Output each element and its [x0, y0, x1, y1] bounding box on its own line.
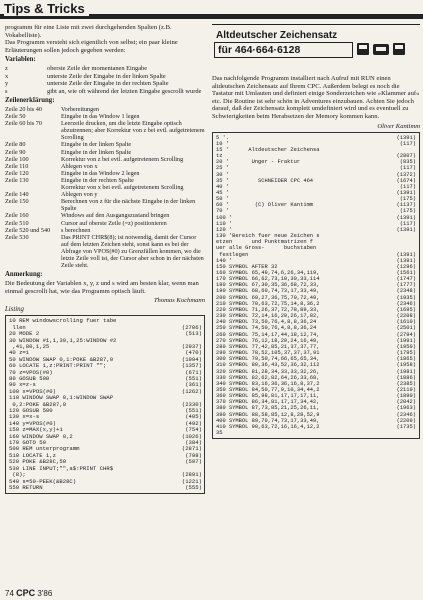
checksum: (1994): [181, 355, 202, 363]
line-row: [5, 234, 205, 269]
code-text: 40 z=1: [9, 349, 30, 357]
line-row: [5, 106, 205, 113]
code-text: 520 POKE &B28C,50: [9, 458, 67, 466]
checksum: (1372): [396, 171, 416, 178]
checksum: (1865): [396, 356, 416, 363]
checksum: (513): [185, 330, 202, 338]
code-text: 310 SYMBOL 80,36,43,52,36,32,112: [216, 362, 320, 369]
code-text: 100 x=VPOS(#0): [9, 387, 56, 395]
code-text: 300 SYMBOL 79,50,74,66,65,65,34,: [216, 356, 320, 363]
checksum: (1610): [396, 319, 416, 326]
line-row-key: Zeile 130: [5, 176, 29, 184]
code-text: 140 y=VPOS(#0): [9, 419, 56, 427]
article-author: Oliver Kantimm: [377, 122, 420, 130]
code-text: 240 SYMBOL 73,50,76,4,8,8,36,24: [216, 319, 317, 326]
variable-row-value: unterste Zeile der Eingabe in der rechten Spalte: [47, 80, 169, 88]
code-text: 150 z=MAX(x,y)+1: [9, 426, 63, 434]
line-row-key: Zeile 80: [5, 141, 26, 149]
variable-row-value: gibt an, wie oft während der letzten Eingabe gescrollt wurde: [47, 87, 202, 95]
checksum: (361): [185, 381, 202, 389]
code-text: 35 ' SCHNEIDER CPC 464: [216, 177, 314, 184]
checksum: (1747): [396, 276, 416, 283]
section-title: Tips & Tricks: [4, 1, 89, 16]
line-row-key: Zeile 20 bis 40: [5, 106, 42, 113]
checksum: (470): [185, 349, 202, 357]
code-line: [216, 147, 416, 159]
checksum: (1391): [396, 226, 416, 233]
listing-box: [5, 315, 205, 494]
code-text: 80 GOSUB 500: [9, 375, 50, 382]
line-row-key: Zeile 510: [5, 219, 29, 227]
checksum: (1795): [396, 350, 416, 357]
checksum: (2330): [181, 400, 202, 408]
line-row-value: Eingabe in der linken Spalte: [61, 141, 132, 149]
line-row: [5, 141, 205, 148]
checksum: (1357): [181, 362, 202, 370]
variable-row-value: oberste Zeile der momentanen Eingabe: [47, 65, 148, 73]
checksum: (1221): [181, 477, 202, 485]
code-text: 110 WINDOW SWAP 0,1:WINDOW SWAP 0,2:POKE &B287,0: [9, 394, 114, 408]
line-row: [5, 198, 205, 212]
code-text: 5 '.: [216, 134, 229, 141]
code-text: 10 ': [216, 140, 229, 147]
code-text: 280 SYMBOL 77,42,85,21,37,37,77,: [216, 343, 320, 350]
code-text: 500 REM unterprogramm: [9, 445, 80, 453]
magazine-logo: CPC: [16, 588, 36, 598]
code-text: 100 ': [216, 214, 233, 221]
line-row-value: s berechnen: [61, 226, 91, 234]
code-text: 190 SYMBOL 68,60,74,73,17,33,49,: [216, 288, 320, 295]
checksum: (2794): [396, 331, 416, 338]
checksum: (798): [185, 451, 202, 459]
code-text: 70 z=VPOS(#0): [9, 368, 53, 376]
code-text: 10 REM windowscrolling fuer tabe llen: [9, 317, 117, 331]
code-text: 210 SYMBOL 70,63,72,75,14,8,36,2: [216, 300, 320, 307]
code-text: 160 SYMBOL 65,49,74,6,26,34,119,: [216, 270, 320, 276]
checksum: (1137): [396, 202, 416, 209]
code-text: 130 'Bereich fuer neue Zeichen s etzen und Punktmatrizen f uer alle Gross- buchstaben festlegen: [216, 233, 320, 258]
variable-row-value: unterste Zeile der Eingabe in der linken Spalte: [47, 72, 166, 80]
code-text: 400 SYMBOL 89,70,74,73,17,33,49,: [216, 417, 320, 424]
checksum: (2385): [396, 380, 416, 387]
checksum: (1262): [181, 387, 202, 395]
checksum: (175): [399, 208, 416, 215]
checksum: (2042): [396, 399, 416, 406]
line-explanations: [5, 106, 205, 269]
code-text: 290 SYMBOL 78,52,105,37,37,37,91: [216, 350, 320, 357]
lines-heading: Zeilenerklärung:: [5, 97, 55, 104]
checksum: (2119): [396, 386, 416, 393]
line-row-value: Das PRINT CHR$(8); ist notwendig, damit der Cursor auf dem letzten Zeichen steht, sonst kann es bei der Abfrage von VPOS(#0) zu Grenzfällen kommen, wo die letzte Zeile voll ist, der Cursor aber schon in der nächsten Zeile steht.: [61, 233, 204, 270]
line-row-value: Ablegen von x: [61, 162, 98, 170]
checksum: (1981): [396, 368, 416, 375]
code-text: 20 ' Unger - Fraktur: [216, 159, 301, 166]
line-row-value: Vorbereitungen: [61, 106, 100, 113]
checksum: (2208): [396, 313, 416, 320]
code-text: 60 ' (C) Oliver Kantimm: [216, 202, 314, 209]
line-row-value: Berechnen von z für die nächste Eingabe in der linken Spalte: [61, 198, 196, 213]
line-row-key: Zeile 90: [5, 148, 26, 156]
checksum: (597): [185, 458, 202, 466]
checksum: (555): [185, 483, 202, 491]
checksum: (1963): [396, 405, 416, 412]
checksum: (117): [399, 140, 416, 147]
line-row-value: Eingabe in der linken Spalte: [61, 148, 132, 156]
checksum: (1886): [396, 374, 416, 381]
line-row-value: Korrektur von x bei evtl. aufgetretenem Scrolling: [61, 184, 184, 192]
line-row-value: Leerzeile drucken, um die letzte Eingabe optisch abzutrennen; aber Korrektur von z bei evtl. aufgetretenem Scrolling: [61, 120, 205, 142]
line-row-key: Zeile 110: [5, 162, 29, 170]
checksum: (1991): [396, 337, 416, 344]
line-row: [5, 113, 205, 120]
right-column: [212, 24, 420, 439]
line-row-value: Eingabe in der rechten Spalte: [61, 176, 134, 184]
line-row: [5, 227, 205, 234]
code-text: 40 ': [216, 183, 229, 190]
line-row: [5, 170, 205, 177]
checksum: (117): [399, 183, 416, 190]
line-row: [5, 212, 205, 219]
checksum: (1777): [396, 282, 416, 289]
line-row-value: Cursor auf oberste Zeile (=z) positionieren: [61, 219, 167, 227]
checksum: (384): [185, 439, 202, 447]
code-text: 220 SYMBOL 71,26,37,72,78,89,33,: [216, 306, 320, 313]
checksum: (2346): [396, 300, 416, 307]
checksum: (1958): [396, 362, 416, 369]
checksum: (117): [399, 165, 416, 172]
checksum: (492): [185, 419, 202, 427]
code-text: 25 ': [216, 165, 229, 172]
line-row: [5, 177, 205, 184]
line-row-key: Zeile 520 und 540: [5, 226, 51, 234]
code-text: 50 WINDOW SWAP 0,1:POKE &B287,0: [9, 355, 114, 363]
checksum: (551): [185, 375, 202, 382]
code-line: [216, 430, 416, 436]
checksum: (1674): [396, 177, 416, 184]
checksum: (117): [399, 220, 416, 227]
code-text: 150 SYMBOL AFTER 32: [216, 263, 278, 270]
line-row-key: Zeile 140: [5, 191, 29, 199]
code-text: 30 ': [216, 171, 229, 178]
variables-list: [5, 65, 205, 95]
line-row-value: Eingabe in das Window 1 legen: [61, 113, 140, 121]
code-text: 50 ': [216, 196, 229, 203]
code-text: 330 SYMBOL 82,62,82,64,26,33,68,: [216, 374, 320, 381]
code-text: 350 SYMBOL 84,50,77,9,10,34,44,2: [216, 386, 320, 393]
disk-icon: [357, 43, 369, 55]
checksum: (1561): [396, 270, 416, 276]
charset-listing: [212, 132, 420, 440]
variable-row: [5, 73, 205, 80]
checksum: (1391): [396, 251, 416, 258]
checksum: (1391): [396, 214, 416, 221]
disk-icon: [393, 43, 405, 55]
code-text: 530 LINE INPUT;"",a$:PRINT CHR$ (8);: [9, 464, 114, 479]
line-row-key: Zeile 60 bis 70: [5, 120, 42, 128]
code-text: 180 SYMBOL 67,30,35,36,68,72,33,: [216, 282, 320, 289]
checksum: (1935): [396, 294, 416, 301]
code-text: 320 SYMBOL 81,28,34,33,33,32,26,: [216, 368, 320, 375]
variable-row-key: x: [5, 72, 9, 80]
line-row: [5, 163, 205, 170]
code-text: 360 SYMBOL 85,98,81,17,17,17,11,: [216, 393, 320, 400]
line-row-key: Zeile 100: [5, 155, 29, 163]
code-text: 15 ' Altdeutscher Zeichensa tz: [216, 146, 320, 160]
checksum: (1695): [396, 306, 416, 313]
variable-row: [5, 65, 205, 72]
checksum: (1391): [396, 257, 416, 264]
line-row: [5, 220, 205, 227]
variables-heading: Variablen:: [5, 56, 36, 64]
note-text: Die Bedeutung der Variablen x, y, z und s wird am besten klar, wenn man einmal gescrollt hat, wie das Programm optisch läuft.: [5, 280, 199, 295]
line-row-value: Korrektur von z bei evtl. aufgetretenem Scrolling: [61, 155, 184, 163]
code-line: [216, 233, 416, 258]
left-column: [5, 24, 205, 494]
article-banner: [212, 24, 420, 75]
variable-row: [5, 88, 205, 95]
checksum: (1735): [396, 423, 416, 430]
article-intro: Das nachfolgende Programm installiert nach Aufruf mit RUN einen altdeutschen Zeichensatz auf Ihrem CPC. Außerdem belegt es noch die Tastatur mit Umlauten und definiert einige Sonderzeichen wie »Klammer auf« etc. Die Routine ist sehr schön in Adventures einzubauen. Achten Sie jedoch darauf, daß der Zeichensatz komplett umdefiniert wird und es eventuell zu Schwierigkeiten beim Herabsetzen der Memory kommen kann.: [212, 75, 420, 120]
variable-row-key: s: [5, 87, 8, 95]
checksum: (1296): [396, 263, 416, 270]
variable-row-key: y: [5, 80, 9, 88]
line-row-key: Zeile 120: [5, 169, 29, 177]
line-row-key: Zeile 150: [5, 198, 29, 206]
code-text: 370 SYMBOL 86,34,81,17,17,34,42,: [216, 399, 320, 406]
checksum: (1950): [396, 343, 416, 350]
checksum: (1890): [396, 393, 416, 400]
line-row-key: Zeile 50: [5, 113, 26, 121]
code-text: 550 RETURN: [9, 483, 43, 491]
checksum: (1391): [396, 134, 416, 141]
checksum: (551): [185, 407, 202, 415]
line-row-value: Eingabe in das Window 2 legen: [61, 169, 140, 177]
code-text: 30 WINDOW #1,1,39,1,25:WINDOW #2 ,41,80,1,25: [9, 336, 117, 350]
line-row-value: Windows auf den Ausgangszustand bringen: [61, 212, 170, 220]
code-text: 270 SYMBOL 76,12,18,20,24,16,49,: [216, 337, 320, 344]
checksum: (1026): [181, 432, 202, 440]
code-text: 170 GOTO 50: [9, 439, 46, 447]
page-footer: [5, 588, 52, 598]
checksum: (671): [185, 368, 202, 376]
code-text: 230 SYMBOL 72,14,16,20,26,17,82,: [216, 313, 320, 320]
code-text: 540 s=50-PEEK(&B28C): [9, 477, 77, 485]
author-signature: Thomas Kochmann: [153, 297, 205, 305]
code-text: 390 SYMBOL 88,58,85,12,8,28,52,9: [216, 411, 320, 418]
line-row-key: Zeile 160: [5, 212, 29, 220]
line-row-value: Ablegen von y: [61, 191, 98, 199]
code-text: 170 SYMBOL 66,62,73,10,30,33,114: [216, 276, 320, 283]
line-row: [5, 191, 205, 198]
code-text: 120 GOSUB 500: [9, 407, 53, 415]
code-text: 90 x=z-s: [9, 381, 36, 389]
code-text: 120 ': [216, 226, 233, 233]
banner-models: für 464·664·6128: [214, 42, 353, 58]
code-text: 110 ': [216, 220, 233, 227]
line-row: [5, 120, 205, 141]
line-row: [5, 149, 205, 156]
code-text: 340 SYMBOL 83,16,36,36,16,8,37,2: [216, 380, 320, 387]
code-text: 60 LOCATE 1,z:PRINT:PRINT "";: [9, 362, 107, 370]
line-row: [5, 156, 205, 163]
code-text: 250 SYMBOL 74,50,76,4,8,8,36,24: [216, 325, 317, 332]
code-text: 260 SYMBOL 75,14,17,44,18,12,74,: [216, 331, 320, 338]
page-number: 74: [5, 589, 14, 598]
code-line: [9, 466, 202, 479]
listing-heading: Listing: [5, 306, 24, 314]
checksum: (2807): [396, 153, 416, 160]
checksum: (835): [399, 159, 416, 166]
code-text: 160 WINDOW SWAP 0,2: [9, 432, 73, 440]
checksum: (2706): [181, 323, 202, 331]
code-text: 20 MODE 2: [9, 330, 40, 338]
checksum: (2501): [396, 325, 416, 332]
checksum: (2871): [181, 445, 202, 453]
code-text: 410 SYMBOL 90,63,72,16,16,4,12,2: [216, 423, 320, 430]
issue-label: 3'86: [37, 589, 53, 598]
code-text: 510 LOCATE 1,z: [9, 451, 56, 459]
note-heading: Anmerkung:: [5, 271, 43, 279]
checksum: (2891): [181, 471, 202, 479]
banner-title: Altdeutscher Zeichensatz: [216, 30, 338, 41]
line-row-key: [5, 184, 61, 191]
line-row: [5, 184, 205, 191]
variable-row: [5, 80, 205, 87]
code-text: 140 ': [216, 257, 233, 264]
code-text: 70 ': [216, 208, 229, 215]
code-line: [9, 485, 202, 491]
checksum: (2937): [181, 342, 202, 350]
checksum: (175): [399, 196, 416, 203]
checksum: (2209): [396, 417, 416, 424]
code-line: [9, 338, 202, 351]
checksum: (2346): [396, 411, 416, 418]
checksum: (1391): [396, 189, 416, 196]
code-text: 130 x=x-s: [9, 413, 40, 421]
checksum: (754): [185, 426, 202, 434]
variable-row-key: z: [5, 65, 8, 73]
page-header: [0, 0, 423, 22]
intro-text: programm für eine Liste mit zwei durchgehenden Spalten (z.B. Vokabelliste). Das Programm versteht sich eigentlich von selbst; ein paar kleine Erläuterungen sollen jedoch gegeben werden:: [5, 24, 178, 54]
code-text: 35: [216, 430, 223, 437]
cassette-icon: [373, 44, 389, 55]
checksum: (2348): [396, 288, 416, 295]
code-text: 45 ': [216, 189, 229, 196]
line-row-key: Zeile 530: [5, 233, 29, 241]
checksum: (405): [185, 413, 202, 421]
code-text: 200 SYMBOL 69,27,36,75,70,72,49,: [216, 294, 320, 301]
code-text: 380 SYMBOL 87,73,85,21,25,26,11,: [216, 405, 320, 412]
